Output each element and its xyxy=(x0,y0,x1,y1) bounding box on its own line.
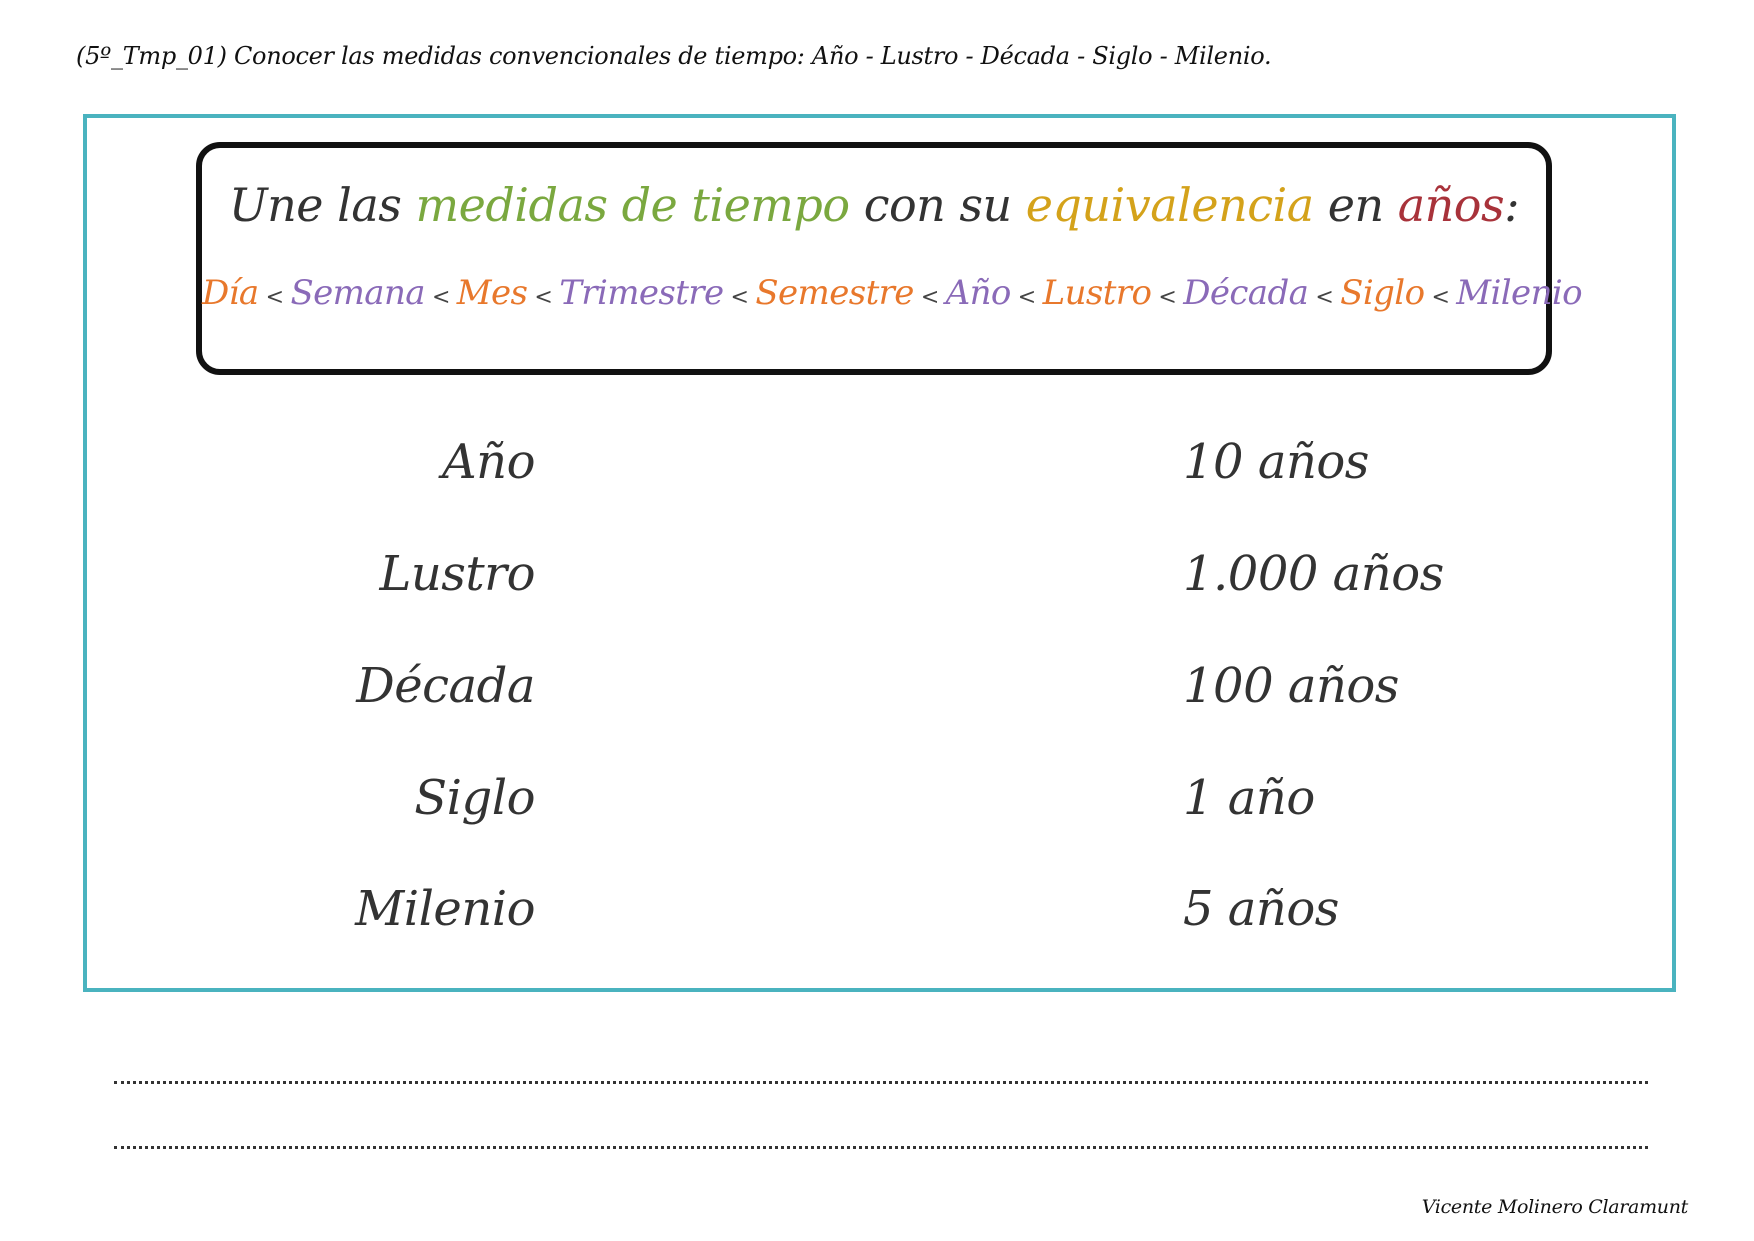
less-than-separator: < xyxy=(265,285,284,310)
scale-item: Semana xyxy=(290,273,425,313)
answer-line[interactable] xyxy=(114,1146,1648,1149)
scale-item: Mes xyxy=(456,273,528,313)
answer-line[interactable] xyxy=(114,1081,1648,1084)
less-than-separator: < xyxy=(1315,285,1334,310)
equivalence-item[interactable]: 1 año xyxy=(1183,770,1315,826)
author-credit: Vicente Molinero Claramunt xyxy=(1421,1196,1688,1218)
title-part: en xyxy=(1313,178,1398,232)
less-than-separator: < xyxy=(1158,285,1177,310)
instructions-title xyxy=(202,178,1546,232)
scale-item: Siglo xyxy=(1340,273,1425,313)
title-part: medidas de tiempo xyxy=(415,178,850,232)
measure-item[interactable]: Década xyxy=(356,658,535,714)
less-than-separator: < xyxy=(920,285,939,310)
scale-item: Trimestre xyxy=(559,273,724,313)
less-than-separator: < xyxy=(534,285,553,310)
scale-item: Día xyxy=(202,273,259,313)
measure-item[interactable]: Lustro xyxy=(379,546,535,602)
equivalence-item[interactable]: 5 años xyxy=(1183,881,1339,937)
measure-item[interactable]: Año xyxy=(442,434,535,490)
scale-item: Año xyxy=(945,273,1011,313)
time-scale-line xyxy=(202,273,1583,313)
title-part: : xyxy=(1504,178,1520,232)
title-part: Une las xyxy=(228,178,416,232)
less-than-separator: < xyxy=(431,285,450,310)
scale-item: Lustro xyxy=(1042,273,1152,313)
scale-item: Milenio xyxy=(1456,273,1583,313)
equivalence-item[interactable]: 100 años xyxy=(1183,658,1399,714)
scale-item: Semestre xyxy=(755,273,914,313)
less-than-separator: < xyxy=(730,285,749,310)
equivalence-item[interactable]: 1.000 años xyxy=(1183,546,1444,602)
instructions-box xyxy=(196,142,1583,375)
scale-item: Década xyxy=(1183,273,1309,313)
equivalence-item[interactable]: 10 años xyxy=(1183,434,1369,490)
title-part: equivalencia xyxy=(1025,178,1314,232)
less-than-separator: < xyxy=(1017,285,1036,310)
less-than-separator: < xyxy=(1431,285,1450,310)
title-part: años xyxy=(1397,178,1505,232)
measure-item[interactable]: Siglo xyxy=(414,770,535,826)
title-part: con su xyxy=(849,178,1026,232)
measure-item[interactable]: Milenio xyxy=(355,881,535,937)
worksheet-header: (5º_Tmp_01) Conocer las medidas convencionales de tiempo: Año - Lustro - Década - Siglo - Milenio. xyxy=(76,42,1272,70)
